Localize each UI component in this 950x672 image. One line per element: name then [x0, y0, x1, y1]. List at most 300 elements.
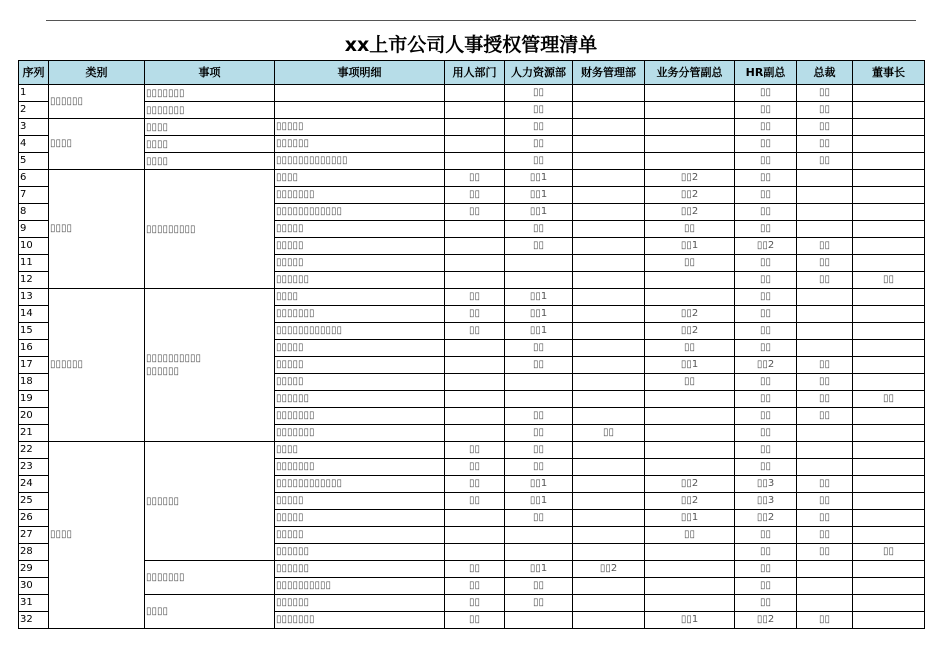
approval-cell[interactable]: ▯▯1: [505, 204, 573, 221]
approval-cell[interactable]: [645, 425, 735, 442]
detail-cell[interactable]: ▯▯▯▯: [275, 289, 445, 306]
row-index-cell[interactable]: 14: [19, 306, 49, 323]
detail-cell[interactable]: ▯▯▯▯▯▯: [275, 136, 445, 153]
approval-cell[interactable]: [445, 136, 505, 153]
approval-cell[interactable]: [853, 85, 925, 102]
approval-cell[interactable]: [573, 408, 645, 425]
approval-cell[interactable]: [797, 221, 853, 238]
detail-cell[interactable]: ▯▯▯▯▯▯: [275, 595, 445, 612]
approval-cell[interactable]: [573, 238, 645, 255]
approval-cell[interactable]: ▯▯: [797, 272, 853, 289]
approval-cell[interactable]: ▯▯: [853, 272, 925, 289]
approval-cell[interactable]: [445, 85, 505, 102]
detail-cell[interactable]: ▯▯▯▯▯▯▯: [275, 187, 445, 204]
approval-cell[interactable]: ▯▯1: [645, 612, 735, 629]
row-index-cell[interactable]: 32: [19, 612, 49, 629]
approval-cell[interactable]: ▯▯1: [645, 238, 735, 255]
approval-cell[interactable]: [853, 459, 925, 476]
approval-cell[interactable]: [573, 136, 645, 153]
row-index-cell[interactable]: 20: [19, 408, 49, 425]
category-cell[interactable]: ▯▯▯▯▯▯: [49, 289, 145, 442]
approval-cell[interactable]: ▯▯: [505, 459, 573, 476]
row-index-cell[interactable]: 18: [19, 374, 49, 391]
approval-cell[interactable]: ▯▯2: [735, 510, 797, 527]
row-index-cell[interactable]: 30: [19, 578, 49, 595]
approval-cell[interactable]: [505, 374, 573, 391]
row-index-cell[interactable]: 31: [19, 595, 49, 612]
approval-cell[interactable]: ▯▯1: [505, 289, 573, 306]
row-index-cell[interactable]: 5: [19, 153, 49, 170]
row-index-cell[interactable]: 6: [19, 170, 49, 187]
approval-cell[interactable]: ▯▯: [797, 408, 853, 425]
approval-cell[interactable]: ▯▯: [797, 510, 853, 527]
approval-cell[interactable]: ▯▯: [797, 153, 853, 170]
approval-cell[interactable]: ▯▯: [797, 85, 853, 102]
approval-cell[interactable]: ▯▯: [735, 221, 797, 238]
approval-cell[interactable]: ▯▯: [735, 204, 797, 221]
category-cell[interactable]: ▯▯▯▯: [49, 442, 145, 629]
approval-cell[interactable]: ▯▯: [505, 595, 573, 612]
approval-cell[interactable]: [573, 221, 645, 238]
approval-cell[interactable]: [853, 510, 925, 527]
approval-cell[interactable]: ▯▯: [445, 612, 505, 629]
approval-cell[interactable]: [445, 544, 505, 561]
approval-cell[interactable]: ▯▯: [797, 527, 853, 544]
approval-cell[interactable]: ▯▯: [797, 391, 853, 408]
approval-cell[interactable]: ▯▯: [735, 527, 797, 544]
row-index-cell[interactable]: 24: [19, 476, 49, 493]
approval-cell[interactable]: [573, 187, 645, 204]
approval-cell[interactable]: ▯▯1: [505, 170, 573, 187]
row-index-cell[interactable]: 23: [19, 459, 49, 476]
approval-cell[interactable]: [853, 221, 925, 238]
approval-cell[interactable]: ▯▯: [735, 561, 797, 578]
header-cell[interactable]: 业务分管副总: [645, 61, 735, 85]
approval-cell[interactable]: ▯▯: [853, 544, 925, 561]
item-cell[interactable]: ▯▯▯▯▯▯▯: [145, 102, 275, 119]
item-cell[interactable]: ▯▯▯▯: [145, 136, 275, 153]
header-cell[interactable]: 事项明细: [275, 61, 445, 85]
approval-cell[interactable]: [445, 255, 505, 272]
detail-cell[interactable]: ▯▯▯▯▯▯▯▯▯▯▯▯▯: [275, 153, 445, 170]
approval-cell[interactable]: [573, 289, 645, 306]
approval-cell[interactable]: [853, 238, 925, 255]
approval-cell[interactable]: ▯▯: [505, 136, 573, 153]
approval-cell[interactable]: [853, 136, 925, 153]
detail-cell[interactable]: ▯▯▯▯▯: [275, 510, 445, 527]
approval-cell[interactable]: [573, 153, 645, 170]
approval-cell[interactable]: [445, 153, 505, 170]
approval-cell[interactable]: [853, 255, 925, 272]
approval-cell[interactable]: [573, 272, 645, 289]
approval-cell[interactable]: ▯▯: [735, 187, 797, 204]
approval-cell[interactable]: ▯▯1: [645, 510, 735, 527]
row-index-cell[interactable]: 12: [19, 272, 49, 289]
approval-cell[interactable]: ▯▯2: [645, 170, 735, 187]
detail-cell[interactable]: ▯▯▯▯: [275, 442, 445, 459]
approval-cell[interactable]: [853, 289, 925, 306]
approval-cell[interactable]: [505, 612, 573, 629]
approval-cell[interactable]: [573, 306, 645, 323]
approval-cell[interactable]: ▯▯: [735, 374, 797, 391]
approval-cell[interactable]: ▯▯: [735, 595, 797, 612]
approval-cell[interactable]: [797, 323, 853, 340]
detail-cell[interactable]: ▯▯▯▯▯: [275, 221, 445, 238]
approval-cell[interactable]: [645, 85, 735, 102]
approval-cell[interactable]: [505, 527, 573, 544]
approval-cell[interactable]: ▯▯: [797, 255, 853, 272]
row-index-cell[interactable]: 25: [19, 493, 49, 510]
approval-cell[interactable]: ▯▯: [735, 459, 797, 476]
approval-cell[interactable]: [853, 170, 925, 187]
row-index-cell[interactable]: 11: [19, 255, 49, 272]
approval-cell[interactable]: [853, 425, 925, 442]
row-index-cell[interactable]: 29: [19, 561, 49, 578]
approval-cell[interactable]: [645, 136, 735, 153]
approval-cell[interactable]: ▯▯: [735, 289, 797, 306]
approval-cell[interactable]: [853, 119, 925, 136]
approval-cell[interactable]: [573, 204, 645, 221]
approval-cell[interactable]: [573, 391, 645, 408]
approval-cell[interactable]: ▯▯2: [645, 306, 735, 323]
approval-cell[interactable]: ▯▯2: [645, 187, 735, 204]
approval-cell[interactable]: [573, 255, 645, 272]
approval-cell[interactable]: ▯▯1: [645, 357, 735, 374]
header-cell[interactable]: 事项: [145, 61, 275, 85]
approval-cell[interactable]: [853, 357, 925, 374]
detail-cell[interactable]: ▯▯▯▯▯▯▯: [275, 408, 445, 425]
approval-cell[interactable]: ▯▯: [797, 119, 853, 136]
approval-cell[interactable]: [645, 119, 735, 136]
approval-cell[interactable]: ▯▯: [735, 544, 797, 561]
row-index-cell[interactable]: 8: [19, 204, 49, 221]
approval-cell[interactable]: [445, 221, 505, 238]
approval-cell[interactable]: ▯▯: [445, 323, 505, 340]
approval-cell[interactable]: [797, 340, 853, 357]
approval-cell[interactable]: ▯▯: [797, 493, 853, 510]
item-cell[interactable]: ▯▯▯▯▯▯▯▯▯▯ ▯▯▯▯▯▯: [145, 289, 275, 442]
approval-cell[interactable]: [853, 595, 925, 612]
approval-cell[interactable]: [505, 272, 573, 289]
header-cell[interactable]: HR副总: [735, 61, 797, 85]
approval-cell[interactable]: ▯▯1: [505, 561, 573, 578]
approval-cell[interactable]: [505, 544, 573, 561]
approval-cell[interactable]: ▯▯: [445, 476, 505, 493]
item-cell[interactable]: ▯▯▯▯: [145, 119, 275, 136]
detail-cell[interactable]: ▯▯▯▯▯▯: [275, 561, 445, 578]
approval-cell[interactable]: [573, 578, 645, 595]
detail-cell[interactable]: ▯▯▯▯: [275, 170, 445, 187]
approval-cell[interactable]: [445, 238, 505, 255]
detail-cell[interactable]: ▯▯▯▯▯▯▯: [275, 612, 445, 629]
header-cell[interactable]: 财务管理部: [573, 61, 645, 85]
row-index-cell[interactable]: 3: [19, 119, 49, 136]
row-index-cell[interactable]: 9: [19, 221, 49, 238]
approval-cell[interactable]: [645, 289, 735, 306]
approval-cell[interactable]: ▯▯: [797, 136, 853, 153]
detail-cell[interactable]: ▯▯▯▯▯▯▯▯▯▯▯▯: [275, 476, 445, 493]
approval-cell[interactable]: [573, 595, 645, 612]
approval-cell[interactable]: [853, 374, 925, 391]
detail-cell[interactable]: ▯▯▯▯▯▯: [275, 391, 445, 408]
approval-cell[interactable]: ▯▯: [505, 340, 573, 357]
row-index-cell[interactable]: 26: [19, 510, 49, 527]
header-cell[interactable]: 人力资源部: [505, 61, 573, 85]
item-cell[interactable]: ▯▯▯▯: [145, 153, 275, 170]
approval-cell[interactable]: [645, 102, 735, 119]
approval-cell[interactable]: ▯▯: [445, 306, 505, 323]
approval-cell[interactable]: [853, 204, 925, 221]
detail-cell[interactable]: ▯▯▯▯▯: [275, 527, 445, 544]
approval-cell[interactable]: ▯▯: [505, 221, 573, 238]
approval-cell[interactable]: [853, 340, 925, 357]
approval-cell[interactable]: ▯▯: [445, 170, 505, 187]
approval-cell[interactable]: ▯▯: [445, 561, 505, 578]
approval-cell[interactable]: ▯▯: [445, 204, 505, 221]
approval-cell[interactable]: [573, 357, 645, 374]
approval-cell[interactable]: ▯▯: [735, 272, 797, 289]
approval-cell[interactable]: [797, 187, 853, 204]
approval-cell[interactable]: ▯▯: [445, 578, 505, 595]
row-index-cell[interactable]: 16: [19, 340, 49, 357]
approval-cell[interactable]: ▯▯: [505, 408, 573, 425]
approval-cell[interactable]: [645, 544, 735, 561]
approval-cell[interactable]: [645, 408, 735, 425]
category-cell[interactable]: ▯▯▯▯: [49, 119, 145, 170]
approval-cell[interactable]: [573, 374, 645, 391]
approval-cell[interactable]: ▯▯: [505, 85, 573, 102]
approval-cell[interactable]: ▯▯: [735, 255, 797, 272]
detail-cell[interactable]: ▯▯▯▯▯: [275, 493, 445, 510]
detail-cell[interactable]: ▯▯▯▯▯: [275, 357, 445, 374]
approval-cell[interactable]: [853, 187, 925, 204]
detail-cell[interactable]: ▯▯▯▯▯▯: [275, 544, 445, 561]
approval-cell[interactable]: ▯▯: [735, 170, 797, 187]
approval-cell[interactable]: ▯▯: [505, 119, 573, 136]
approval-cell[interactable]: ▯▯2: [645, 493, 735, 510]
detail-cell[interactable]: ▯▯▯▯▯▯▯▯▯▯▯▯: [275, 204, 445, 221]
approval-cell[interactable]: [797, 578, 853, 595]
row-index-cell[interactable]: 17: [19, 357, 49, 374]
approval-cell[interactable]: ▯▯: [645, 221, 735, 238]
header-cell[interactable]: 用人部门: [445, 61, 505, 85]
approval-cell[interactable]: ▯▯: [735, 340, 797, 357]
approval-cell[interactable]: ▯▯: [645, 255, 735, 272]
approval-cell[interactable]: ▯▯: [853, 391, 925, 408]
approval-cell[interactable]: [505, 391, 573, 408]
approval-cell[interactable]: [853, 578, 925, 595]
detail-cell[interactable]: ▯▯▯▯▯: [275, 238, 445, 255]
approval-cell[interactable]: [573, 527, 645, 544]
approval-cell[interactable]: ▯▯: [797, 238, 853, 255]
approval-cell[interactable]: ▯▯: [735, 119, 797, 136]
approval-cell[interactable]: ▯▯3: [735, 493, 797, 510]
approval-cell[interactable]: [645, 459, 735, 476]
approval-cell[interactable]: ▯▯: [645, 527, 735, 544]
detail-cell[interactable]: ▯▯▯▯▯▯▯: [275, 425, 445, 442]
approval-cell[interactable]: ▯▯: [505, 425, 573, 442]
row-index-cell[interactable]: 27: [19, 527, 49, 544]
approval-cell[interactable]: ▯▯: [445, 459, 505, 476]
row-index-cell[interactable]: 21: [19, 425, 49, 442]
approval-cell[interactable]: ▯▯2: [645, 204, 735, 221]
approval-cell[interactable]: ▯▯: [505, 510, 573, 527]
row-index-cell[interactable]: 15: [19, 323, 49, 340]
approval-cell[interactable]: [573, 442, 645, 459]
detail-cell[interactable]: ▯▯▯▯▯▯▯: [275, 459, 445, 476]
approval-cell[interactable]: [445, 357, 505, 374]
row-index-cell[interactable]: 4: [19, 136, 49, 153]
approval-cell[interactable]: [445, 425, 505, 442]
approval-cell[interactable]: ▯▯: [735, 391, 797, 408]
detail-cell[interactable]: ▯▯▯▯▯: [275, 119, 445, 136]
detail-cell[interactable]: ▯▯▯▯▯▯▯▯▯▯▯▯: [275, 323, 445, 340]
header-cell[interactable]: 董事长: [853, 61, 925, 85]
approval-cell[interactable]: ▯▯: [797, 357, 853, 374]
approval-cell[interactable]: ▯▯2: [645, 323, 735, 340]
approval-cell[interactable]: ▯▯3: [735, 476, 797, 493]
approval-cell[interactable]: [445, 119, 505, 136]
approval-cell[interactable]: [645, 578, 735, 595]
row-index-cell[interactable]: 10: [19, 238, 49, 255]
detail-cell[interactable]: ▯▯▯▯▯▯▯: [275, 306, 445, 323]
approval-cell[interactable]: [445, 102, 505, 119]
detail-cell[interactable]: ▯▯▯▯▯: [275, 255, 445, 272]
approval-cell[interactable]: [853, 442, 925, 459]
approval-cell[interactable]: ▯▯2: [735, 612, 797, 629]
approval-cell[interactable]: ▯▯: [505, 442, 573, 459]
approval-cell[interactable]: ▯▯1: [505, 493, 573, 510]
approval-cell[interactable]: [573, 119, 645, 136]
row-index-cell[interactable]: 22: [19, 442, 49, 459]
header-cell[interactable]: 总裁: [797, 61, 853, 85]
approval-cell[interactable]: [573, 102, 645, 119]
approval-cell[interactable]: [573, 476, 645, 493]
approval-cell[interactable]: ▯▯: [797, 544, 853, 561]
approval-cell[interactable]: ▯▯: [445, 493, 505, 510]
approval-cell[interactable]: [573, 510, 645, 527]
approval-cell[interactable]: [445, 340, 505, 357]
approval-cell[interactable]: ▯▯: [735, 153, 797, 170]
approval-cell[interactable]: ▯▯: [735, 408, 797, 425]
approval-cell[interactable]: ▯▯1: [505, 323, 573, 340]
approval-cell[interactable]: [853, 612, 925, 629]
approval-cell[interactable]: [445, 391, 505, 408]
approval-cell[interactable]: ▯▯2: [735, 357, 797, 374]
approval-cell[interactable]: ▯▯: [735, 578, 797, 595]
approval-cell[interactable]: [573, 323, 645, 340]
approval-cell[interactable]: [573, 459, 645, 476]
approval-cell[interactable]: [853, 408, 925, 425]
approval-cell[interactable]: [573, 493, 645, 510]
approval-cell[interactable]: ▯▯: [445, 442, 505, 459]
approval-cell[interactable]: [797, 459, 853, 476]
approval-cell[interactable]: ▯▯1: [505, 476, 573, 493]
detail-cell[interactable]: [275, 85, 445, 102]
approval-cell[interactable]: [853, 476, 925, 493]
approval-cell[interactable]: ▯▯: [797, 476, 853, 493]
approval-cell[interactable]: ▯▯: [735, 85, 797, 102]
item-cell[interactable]: ▯▯▯▯▯▯▯▯▯: [145, 170, 275, 289]
approval-cell[interactable]: [573, 85, 645, 102]
approval-cell[interactable]: ▯▯2: [645, 476, 735, 493]
category-cell[interactable]: ▯▯▯▯▯▯: [49, 85, 145, 119]
approval-cell[interactable]: [645, 272, 735, 289]
header-cell[interactable]: 序列: [19, 61, 49, 85]
detail-cell[interactable]: [275, 102, 445, 119]
approval-cell[interactable]: ▯▯: [735, 442, 797, 459]
approval-cell[interactable]: [853, 306, 925, 323]
approval-cell[interactable]: ▯▯1: [505, 187, 573, 204]
approval-cell[interactable]: [445, 408, 505, 425]
approval-cell[interactable]: [573, 340, 645, 357]
approval-cell[interactable]: [797, 306, 853, 323]
row-index-cell[interactable]: 28: [19, 544, 49, 561]
approval-cell[interactable]: [853, 527, 925, 544]
approval-cell[interactable]: [853, 102, 925, 119]
item-cell[interactable]: ▯▯▯▯▯▯▯: [145, 561, 275, 595]
approval-cell[interactable]: ▯▯: [505, 357, 573, 374]
row-index-cell[interactable]: 19: [19, 391, 49, 408]
approval-cell[interactable]: ▯▯: [645, 374, 735, 391]
detail-cell[interactable]: ▯▯▯▯▯: [275, 374, 445, 391]
approval-cell[interactable]: ▯▯: [445, 187, 505, 204]
item-cell[interactable]: ▯▯▯▯: [145, 595, 275, 629]
row-index-cell[interactable]: 13: [19, 289, 49, 306]
approval-cell[interactable]: [445, 527, 505, 544]
detail-cell[interactable]: ▯▯▯▯▯▯: [275, 272, 445, 289]
detail-cell[interactable]: ▯▯▯▯▯▯▯▯▯▯: [275, 578, 445, 595]
approval-cell[interactable]: [645, 153, 735, 170]
approval-cell[interactable]: ▯▯: [735, 136, 797, 153]
approval-cell[interactable]: ▯▯: [505, 102, 573, 119]
detail-cell[interactable]: ▯▯▯▯▯: [275, 340, 445, 357]
header-cell[interactable]: 类别: [49, 61, 145, 85]
row-index-cell[interactable]: 7: [19, 187, 49, 204]
approval-cell[interactable]: [573, 544, 645, 561]
approval-cell[interactable]: [645, 391, 735, 408]
approval-cell[interactable]: [797, 425, 853, 442]
approval-cell[interactable]: ▯▯: [505, 578, 573, 595]
approval-cell[interactable]: ▯▯: [445, 289, 505, 306]
category-cell[interactable]: ▯▯▯▯: [49, 170, 145, 289]
approval-cell[interactable]: [797, 442, 853, 459]
item-cell[interactable]: ▯▯▯▯▯▯: [145, 442, 275, 561]
approval-cell[interactable]: ▯▯: [573, 425, 645, 442]
approval-cell[interactable]: [853, 323, 925, 340]
approval-cell[interactable]: ▯▯: [797, 102, 853, 119]
approval-cell[interactable]: ▯▯1: [505, 306, 573, 323]
approval-cell[interactable]: [573, 170, 645, 187]
approval-cell[interactable]: [853, 153, 925, 170]
approval-cell[interactable]: [445, 272, 505, 289]
item-cell[interactable]: ▯▯▯▯▯▯▯: [145, 85, 275, 102]
approval-cell[interactable]: ▯▯: [797, 612, 853, 629]
approval-cell[interactable]: [645, 561, 735, 578]
row-index-cell[interactable]: 1: [19, 85, 49, 102]
approval-cell[interactable]: ▯▯2: [573, 561, 645, 578]
approval-cell[interactable]: [853, 493, 925, 510]
approval-cell[interactable]: ▯▯: [735, 306, 797, 323]
approval-cell[interactable]: [797, 561, 853, 578]
approval-cell[interactable]: [797, 204, 853, 221]
approval-cell[interactable]: [505, 255, 573, 272]
approval-cell[interactable]: ▯▯: [797, 374, 853, 391]
approval-cell[interactable]: [573, 612, 645, 629]
approval-cell[interactable]: ▯▯: [505, 238, 573, 255]
row-index-cell[interactable]: 2: [19, 102, 49, 119]
approval-cell[interactable]: [645, 442, 735, 459]
